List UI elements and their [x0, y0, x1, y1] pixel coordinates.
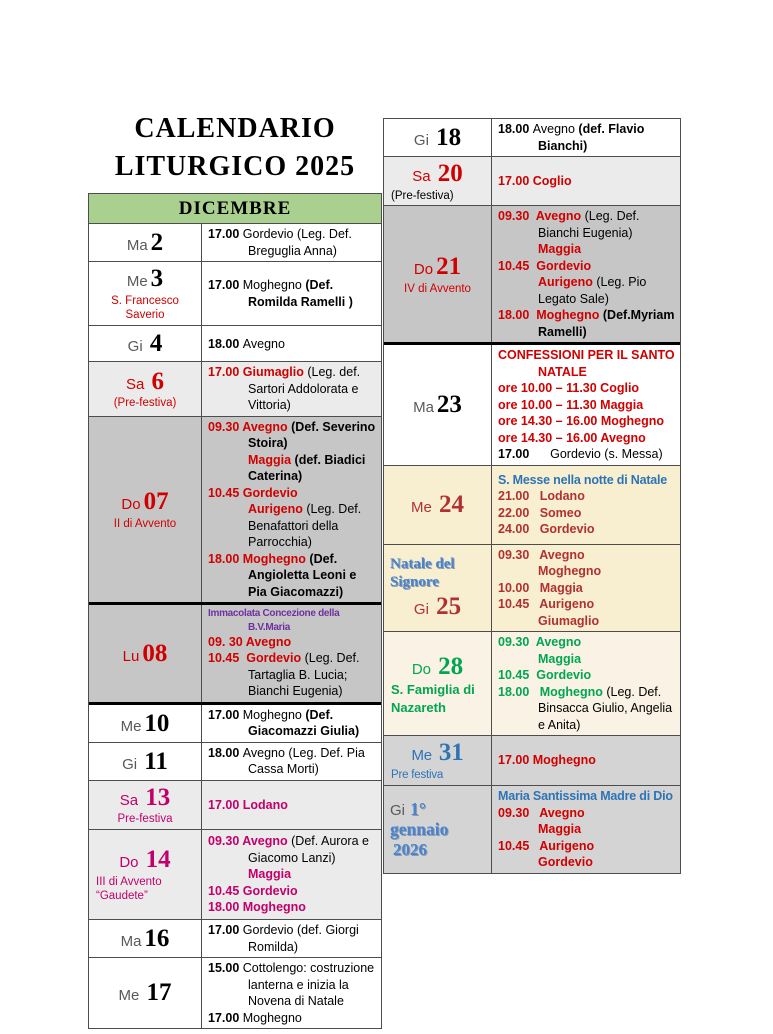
row-sa-13	[89, 780, 381, 829]
event-text: (Leg. Def. Breguglia Anna)	[248, 227, 356, 258]
events-gi-4	[201, 326, 381, 361]
event-text: (Leg. Def. Tartaglia B. Lucia; Bianchi Eugenia)	[248, 651, 363, 699]
events-gi-1-gennaio-2026	[491, 786, 680, 873]
events-do-28	[491, 632, 680, 735]
event-text: Maggia	[538, 822, 582, 837]
row-gi-4	[89, 325, 381, 361]
day-sublabel: S. Famiglia di	[391, 682, 475, 698]
event-text: (def. Flavio Bianchi)	[538, 122, 648, 153]
event-text: Moghegno	[242, 278, 306, 293]
day-label-ma-16	[93, 924, 197, 954]
weekday-prefix: Ma	[413, 399, 434, 417]
day-label-do-21	[388, 252, 487, 282]
right-table-body	[384, 119, 680, 873]
event-line	[208, 833, 378, 866]
event-text: Aurigeno	[538, 275, 597, 290]
event-line	[208, 1010, 378, 1027]
events-sa-20	[491, 157, 680, 205]
event-line	[208, 485, 378, 502]
event-line	[498, 258, 677, 275]
event-text: Gordevio	[242, 923, 297, 938]
row-gi-11	[89, 742, 381, 780]
day-label-sa-20	[388, 159, 487, 189]
day-sublabel: (Pre-festiva)	[391, 189, 454, 202]
event-text: Maggia	[248, 867, 292, 882]
event-line	[498, 805, 677, 822]
event-line	[498, 472, 677, 489]
event-text: (Leg. Def. Pia Cassa Morti)	[248, 745, 369, 777]
event-text: Avegno	[532, 122, 579, 136]
date-cell-ma-16	[89, 920, 201, 957]
event-text: (def. Giorgi Romilda)	[248, 923, 363, 954]
row-do-14	[89, 829, 381, 919]
event-line	[498, 397, 677, 414]
event-text: Moghegno	[538, 564, 602, 579]
event-text: 17.00 Coglio	[498, 173, 572, 188]
weekday-prefix: Me	[120, 717, 142, 735]
event-text: Avegno	[242, 745, 289, 760]
event-line	[498, 380, 677, 397]
feast-label-gi-25: Signore	[390, 574, 439, 591]
row-sa-20	[384, 156, 680, 205]
event-line	[208, 899, 378, 916]
day-number: 25	[436, 593, 462, 621]
calendar-table-right	[383, 118, 681, 874]
page-title-line1: CALENDARIO	[134, 113, 336, 144]
event-line	[208, 336, 378, 353]
event-line	[208, 866, 378, 883]
event-line	[498, 121, 677, 154]
day-sublabel: “Gaudete”	[96, 890, 148, 903]
events-gi-25	[491, 545, 680, 632]
event-line	[498, 307, 677, 340]
event-text: (Def. Angioletta Leoni e Pia Giacomazzi)	[248, 551, 360, 599]
event-line	[498, 413, 677, 430]
day-number: 2	[150, 228, 164, 256]
event-text: 17.00	[208, 227, 243, 241]
date-cell-gi-1-gennaio-2026	[384, 786, 491, 873]
event-text: 09.30 Avegno	[498, 635, 582, 650]
day-label-do-28	[388, 652, 487, 682]
event-text: ore 10.00 – 11.30 Maggia	[498, 397, 644, 412]
day-number: 10	[144, 709, 170, 737]
day-number: 21	[436, 253, 462, 281]
day-sublabel: Pre-festiva	[117, 813, 173, 826]
day-number: 18	[436, 123, 462, 151]
date-cell-do-21	[384, 206, 491, 342]
event-line	[208, 797, 378, 814]
row-ma-23	[384, 342, 680, 465]
day-label-me-24	[388, 490, 487, 520]
events-ma-2	[201, 224, 381, 261]
events-me-31	[491, 736, 680, 784]
event-line	[208, 607, 378, 633]
day-number: 23	[436, 391, 462, 419]
event-line	[498, 580, 677, 597]
day-number: 08	[142, 639, 168, 667]
event-line	[208, 883, 378, 900]
event-line	[498, 430, 677, 447]
event-text: 17.00	[208, 1010, 243, 1025]
events-me-3	[201, 262, 381, 325]
date-cell-sa-13	[89, 781, 201, 829]
events-gi-11	[201, 743, 381, 780]
weekday-prefix: Ma	[120, 932, 142, 950]
day-label-gi-18	[388, 123, 487, 153]
event-text: Maggia	[538, 242, 582, 257]
event-line	[498, 634, 677, 651]
event-line	[498, 547, 677, 564]
event-line	[498, 752, 677, 769]
weekday-prefix: Me	[410, 499, 436, 517]
row-me-3	[89, 261, 381, 325]
event-text: Gordevio	[538, 855, 593, 870]
day-number: 1° gennaio	[390, 799, 449, 839]
event-line	[498, 596, 677, 613]
row-gi-18	[384, 119, 680, 156]
event-line	[208, 501, 378, 551]
event-text: 10.45 Aurigeno	[498, 597, 595, 612]
weekday-prefix: Do	[411, 660, 436, 678]
event-text: 24.00 Gordevio	[498, 522, 595, 537]
row-sa-6	[89, 361, 381, 416]
event-line	[498, 208, 677, 241]
event-line	[208, 960, 378, 1010]
event-line	[498, 521, 677, 538]
event-text: Gordevio (s. Messa)	[529, 447, 663, 462]
row-me-31	[384, 735, 680, 784]
event-text: Gordevio	[242, 227, 297, 241]
weekday-prefix: Sa	[412, 168, 435, 185]
events-sa-13	[201, 781, 381, 829]
event-line	[498, 821, 677, 838]
page-title-line2: LITURGICO 2025	[114, 150, 356, 182]
day-label-me-3	[93, 264, 197, 294]
event-line	[208, 634, 378, 651]
date-cell-gi-4	[89, 326, 201, 361]
day-label-sa-13	[93, 783, 197, 813]
date-cell-ma-23	[384, 345, 491, 465]
event-line	[208, 226, 378, 259]
events-gi-18	[491, 119, 680, 156]
row-gi-1-gennaio-2026	[384, 785, 680, 873]
event-text: (Leg. def. Sartori Addolorata e Vittoria)	[248, 365, 364, 413]
event-text: 17.00	[208, 278, 243, 293]
event-text: ore 14.30 – 16.00 Moghegno	[498, 414, 665, 429]
weekday-prefix: Do	[121, 496, 141, 514]
day-number: 20	[437, 160, 463, 187]
weekday-prefix: Me	[126, 273, 148, 290]
event-text: Moghegno	[242, 1010, 302, 1025]
event-text: 18.00 Moghegno	[208, 900, 306, 915]
day-label-ma-23	[388, 390, 487, 420]
event-text: 18.00 Moghegno	[208, 551, 310, 566]
date-cell-ma-2	[89, 224, 201, 261]
day-number: 24	[439, 491, 464, 519]
events-lu-08	[201, 605, 381, 701]
date-cell-do-28	[384, 632, 491, 735]
row-ma-16	[89, 919, 381, 957]
event-text: 15.00	[208, 961, 243, 976]
event-text: (Leg. Def. Benafattori della Parrocchia)	[248, 502, 365, 550]
day-label-lu-08	[93, 639, 197, 669]
date-cell-do-14	[89, 830, 201, 919]
day-label-do-07	[93, 487, 197, 517]
row-gi-25	[384, 544, 680, 632]
event-text: Giumaglio	[538, 613, 600, 628]
date-cell-me-17	[89, 958, 201, 1028]
weekday-prefix: Gi	[127, 338, 147, 356]
day-sublabel: IV di Avvento	[404, 282, 471, 295]
event-text: (Def.Myriam Ramelli)	[538, 308, 678, 339]
day-number: 14	[145, 846, 171, 873]
event-text: Maggia	[248, 452, 295, 467]
event-text: (Def. Giacomazzi Giulia)	[248, 707, 360, 739]
feast-label-gi-25: Natale del	[390, 555, 455, 572]
event-line	[498, 563, 677, 580]
weekday-prefix: Gi	[413, 131, 434, 149]
event-text: 21.00 Lodano	[498, 489, 585, 504]
event-line	[208, 452, 378, 485]
event-text: (Leg. Def. Binsacca Giulio, Angelia e Anita)	[538, 684, 676, 732]
date-cell-gi-25	[384, 545, 491, 632]
row-do-28	[384, 631, 680, 735]
day-sublabel: II di Avvento	[113, 517, 177, 530]
day-label-me-17	[93, 978, 197, 1008]
weekday-prefix: Me	[118, 987, 144, 1005]
events-me-17	[201, 958, 381, 1028]
date-cell-sa-20	[384, 157, 491, 205]
day-sublabel: S. Francesco Saverio	[111, 294, 179, 322]
event-line	[498, 788, 677, 805]
weekday-prefix: Gi	[413, 601, 434, 619]
event-text: Maria Santissima Madre di Dio	[498, 789, 673, 804]
row-me-10	[89, 702, 381, 742]
day-label-gi-11	[93, 747, 197, 777]
day-number: 4	[149, 330, 163, 358]
calendar-table-left	[88, 193, 382, 1029]
day-number: 3	[150, 265, 164, 292]
event-text: 10.45 Gordevio	[498, 258, 592, 273]
day-number: 07	[143, 488, 169, 516]
event-line	[498, 667, 677, 684]
event-text: (Def. Romilda Ramelli )	[248, 278, 353, 309]
day-number: 16	[144, 924, 170, 952]
date-cell-gi-11	[89, 743, 201, 780]
event-text: 10.00 Maggia	[498, 580, 583, 595]
weekday-prefix: Me	[411, 747, 436, 765]
event-text: 18.00	[208, 745, 243, 760]
weekday-prefix: Sa	[125, 375, 149, 393]
events-do-21	[491, 206, 680, 342]
event-text: 17.00 Moghegno	[498, 753, 596, 768]
day-sublabel: III di Avvento	[96, 875, 162, 888]
event-line	[208, 707, 378, 740]
weekday-prefix: Ma	[126, 236, 148, 254]
event-line	[498, 274, 677, 307]
event-text: (Def. Aurora e Giacomo Lanzi)	[248, 834, 373, 865]
event-line	[498, 347, 677, 380]
event-line	[498, 838, 677, 855]
event-text: (Leg. Pio Legato Sale)	[538, 275, 650, 306]
event-text: Cottolengo: costruzione lanterna e inizia la Novena di Natale	[242, 961, 378, 1009]
event-text: Immacolata Concezione della B.V.Maria	[208, 608, 342, 633]
event-line	[498, 651, 677, 668]
event-text: 17.00	[208, 923, 243, 938]
event-text: 10.45 Gordevio	[208, 883, 298, 898]
date-cell-me-31	[384, 736, 491, 784]
event-line	[498, 613, 677, 630]
date-cell-sa-6	[89, 362, 201, 416]
event-text: 17.00 Lodano	[208, 797, 288, 812]
events-do-14	[201, 830, 381, 919]
event-line	[208, 364, 378, 414]
weekday-prefix: Do	[119, 854, 143, 871]
weekday-prefix: Lu	[122, 647, 140, 665]
date-cell-do-07	[89, 417, 201, 603]
event-line	[498, 854, 677, 871]
event-text: ore 14.30 – 16.00 Avegno	[498, 430, 646, 445]
day-number: 31	[438, 739, 464, 767]
day-sublabel: Nazareth	[391, 699, 446, 715]
event-text: 09.30 Avegno	[498, 547, 585, 562]
event-line	[208, 277, 378, 310]
weekday-prefix: Sa	[119, 791, 143, 809]
events-me-24	[491, 466, 680, 544]
events-do-07	[201, 417, 381, 603]
event-text: 10.45 Gordevio	[208, 485, 298, 500]
event-text: 18.00	[208, 336, 243, 351]
event-text: Moghegno	[242, 707, 306, 722]
event-text: 17.00	[498, 447, 530, 462]
events-me-10	[201, 705, 381, 742]
date-cell-me-10	[89, 705, 201, 742]
event-text: 10.45 Aurigeno	[498, 838, 595, 853]
day-label-me-31	[388, 738, 487, 768]
event-text: S. Messe nella notte di Natale	[498, 472, 668, 487]
day-label-ma-2	[93, 228, 197, 258]
event-text: Maggia	[538, 651, 582, 666]
event-line	[208, 419, 378, 452]
day-sublabel: (Pre-festiva)	[113, 397, 177, 410]
event-text: 17.00	[208, 707, 243, 722]
weekday-prefix: Gi	[390, 802, 410, 819]
event-line	[498, 488, 677, 505]
row-ma-2	[89, 224, 381, 261]
row-do-07	[89, 416, 381, 603]
day-number: 6	[151, 367, 164, 395]
events-ma-23	[491, 345, 680, 465]
day-label-gi-4	[93, 329, 197, 359]
event-text: 10.45 Gordevio	[498, 668, 592, 683]
day-label-do-14	[93, 845, 197, 875]
row-me-17	[89, 957, 381, 1028]
day-sublabel: Pre festiva	[391, 768, 444, 781]
date-cell-me-24	[384, 466, 491, 544]
row-do-21	[384, 205, 680, 342]
date-cell-me-3	[89, 262, 201, 325]
weekday-prefix: Gi	[122, 755, 142, 773]
row-lu-08	[89, 602, 381, 701]
events-sa-6	[201, 362, 381, 416]
event-text: Avegno	[242, 336, 285, 351]
event-text: 09.30 Avegno	[498, 209, 585, 224]
page-title	[88, 110, 382, 186]
event-text: (Leg. Def. Bianchi Eugenia)	[538, 209, 643, 240]
day-sublabel: 2026	[393, 840, 427, 860]
day-label-gi-1-gennaio-2026	[390, 799, 487, 840]
event-text: 17.00 Giumaglio	[208, 365, 308, 380]
row-me-24	[384, 465, 680, 544]
event-text: 09.30 Avegno	[498, 805, 585, 820]
event-line	[208, 650, 378, 700]
event-line	[208, 922, 378, 955]
event-text: CONFESSIONI PER IL SANTO NATALE	[498, 348, 679, 379]
event-line	[498, 684, 677, 734]
day-label-gi-25	[388, 592, 487, 622]
day-label-sa-6	[93, 367, 197, 397]
day-number: 13	[145, 783, 171, 811]
left-table-body	[89, 224, 381, 1028]
day-number: 28	[438, 652, 464, 680]
event-text: 18.00 Moghegno	[498, 684, 607, 699]
event-text: 09. 30 Avegno	[208, 634, 292, 649]
date-cell-gi-18	[384, 119, 491, 156]
event-text: 18.00 Moghegno	[498, 308, 603, 323]
day-number: 11	[144, 747, 168, 775]
event-text: 09.30 Avegno	[208, 419, 292, 434]
day-number: 17	[146, 979, 172, 1007]
event-line	[498, 505, 677, 522]
event-line	[498, 173, 677, 190]
event-line	[498, 241, 677, 258]
weekday-prefix: Do	[413, 261, 434, 279]
event-line	[208, 745, 378, 778]
event-line	[498, 446, 677, 463]
event-text: 22.00 Someo	[498, 505, 582, 520]
event-line	[208, 551, 378, 601]
event-text: ore 10.00 – 11.30 Coglio	[498, 381, 640, 396]
date-cell-lu-08	[89, 605, 201, 701]
event-text: 18.00	[498, 122, 533, 136]
event-text: Aurigeno	[248, 502, 307, 517]
day-label-me-10	[93, 709, 197, 739]
event-text: (def. Biadici Caterina)	[248, 452, 369, 484]
event-text: 09.30 Avegno	[208, 834, 292, 849]
events-ma-16	[201, 920, 381, 957]
event-text: (Def. Severino Stoira)	[248, 419, 379, 451]
event-text: 10.45 Gordevio	[208, 651, 305, 666]
month-header: DICEMBRE	[89, 194, 381, 224]
